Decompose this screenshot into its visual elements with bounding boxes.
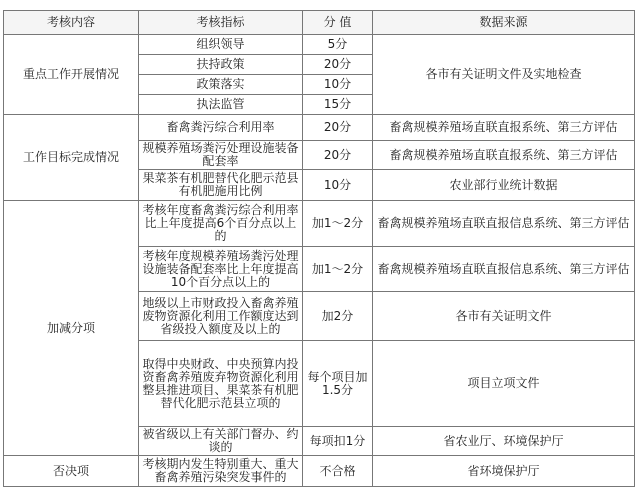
- table-row: [4, 201, 635, 247]
- score-cell: 不合格: [303, 456, 373, 487]
- table-row: [4, 115, 635, 141]
- source-cell: 省环境保护厅: [373, 456, 635, 487]
- source-cell: 畜禽规模养殖场直联直报信息系统、第三方评估: [373, 247, 635, 292]
- indicator-cell: 执法监管: [139, 95, 303, 115]
- score-cell: 10分: [303, 75, 373, 95]
- source-cell: 畜禽规模养殖场直联直报信息系统、第三方评估: [373, 201, 635, 247]
- score-cell: 20分: [303, 115, 373, 141]
- score-cell: 加1～2分: [303, 201, 373, 247]
- score-cell: 10分: [303, 170, 373, 201]
- score-cell: 每个项目加1.5分: [303, 341, 373, 427]
- score-cell: 加2分: [303, 292, 373, 341]
- indicator-cell: 政策落实: [139, 75, 303, 95]
- indicator-cell: 考核年度规模养殖场粪污处理设施装备配套率比上年度提高10个百分点以上的: [139, 247, 303, 292]
- indicator-cell: 组织领导: [139, 35, 303, 55]
- section-label-veto: 否决项: [4, 456, 139, 487]
- indicator-cell: 被省级以上有关部门督办、约谈的: [139, 427, 303, 456]
- score-cell: 20分: [303, 141, 373, 170]
- score-cell: 20分: [303, 55, 373, 75]
- source-cell: 畜禽规模养殖场直联直报系统、第三方评估: [373, 115, 635, 141]
- table-row: [4, 456, 635, 487]
- source-cell: 各市有关证明文件及实地检查: [373, 35, 635, 115]
- source-cell: 项目立项文件: [373, 341, 635, 427]
- indicator-cell: 考核期内发生特别重大、重大畜禽养殖污染突发事件的: [139, 456, 303, 487]
- indicator-cell: 果菜茶有机肥替代化肥示范县有机肥施用比例: [139, 170, 303, 201]
- header-row: [4, 11, 635, 35]
- source-cell: 各市有关证明文件: [373, 292, 635, 341]
- header-source: 数据来源: [373, 11, 635, 35]
- score-cell: 加1～2分: [303, 247, 373, 292]
- assessment-table: [3, 10, 635, 487]
- section-label-bonus: 加减分项: [4, 201, 139, 456]
- indicator-cell: 畜禽粪污综合利用率: [139, 115, 303, 141]
- source-cell: 畜禽规模养殖场直联直报系统、第三方评估: [373, 141, 635, 170]
- header-indicator: 考核指标: [139, 11, 303, 35]
- table-row: [4, 35, 635, 55]
- section-label-key-work: 重点工作开展情况: [4, 35, 139, 115]
- score-cell: 15分: [303, 95, 373, 115]
- source-cell: 省农业厅、环境保护厅: [373, 427, 635, 456]
- source-cell: 农业部行业统计数据: [373, 170, 635, 201]
- indicator-cell: 规模养殖场粪污处理设施装备配套率: [139, 141, 303, 170]
- header-content: 考核内容: [4, 11, 139, 35]
- indicator-cell: 考核年度畜禽粪污综合利用率比上年度提高6个百分点以上的: [139, 201, 303, 247]
- score-cell: 5分: [303, 35, 373, 55]
- header-score: 分 值: [303, 11, 373, 35]
- indicator-cell: 地级以上市财政投入畜禽养殖废物资源化利用工作额度达到省级投入额度及以上的: [139, 292, 303, 341]
- section-label-goal: 工作目标完成情况: [4, 115, 139, 201]
- indicator-cell: 取得中央财政、中央预算内投资畜禽养殖废弃物资源化利用整县推进项目、果菜茶有机肥替代化肥示范县立项的: [139, 341, 303, 427]
- indicator-cell: 扶持政策: [139, 55, 303, 75]
- score-cell: 每项扣1分: [303, 427, 373, 456]
